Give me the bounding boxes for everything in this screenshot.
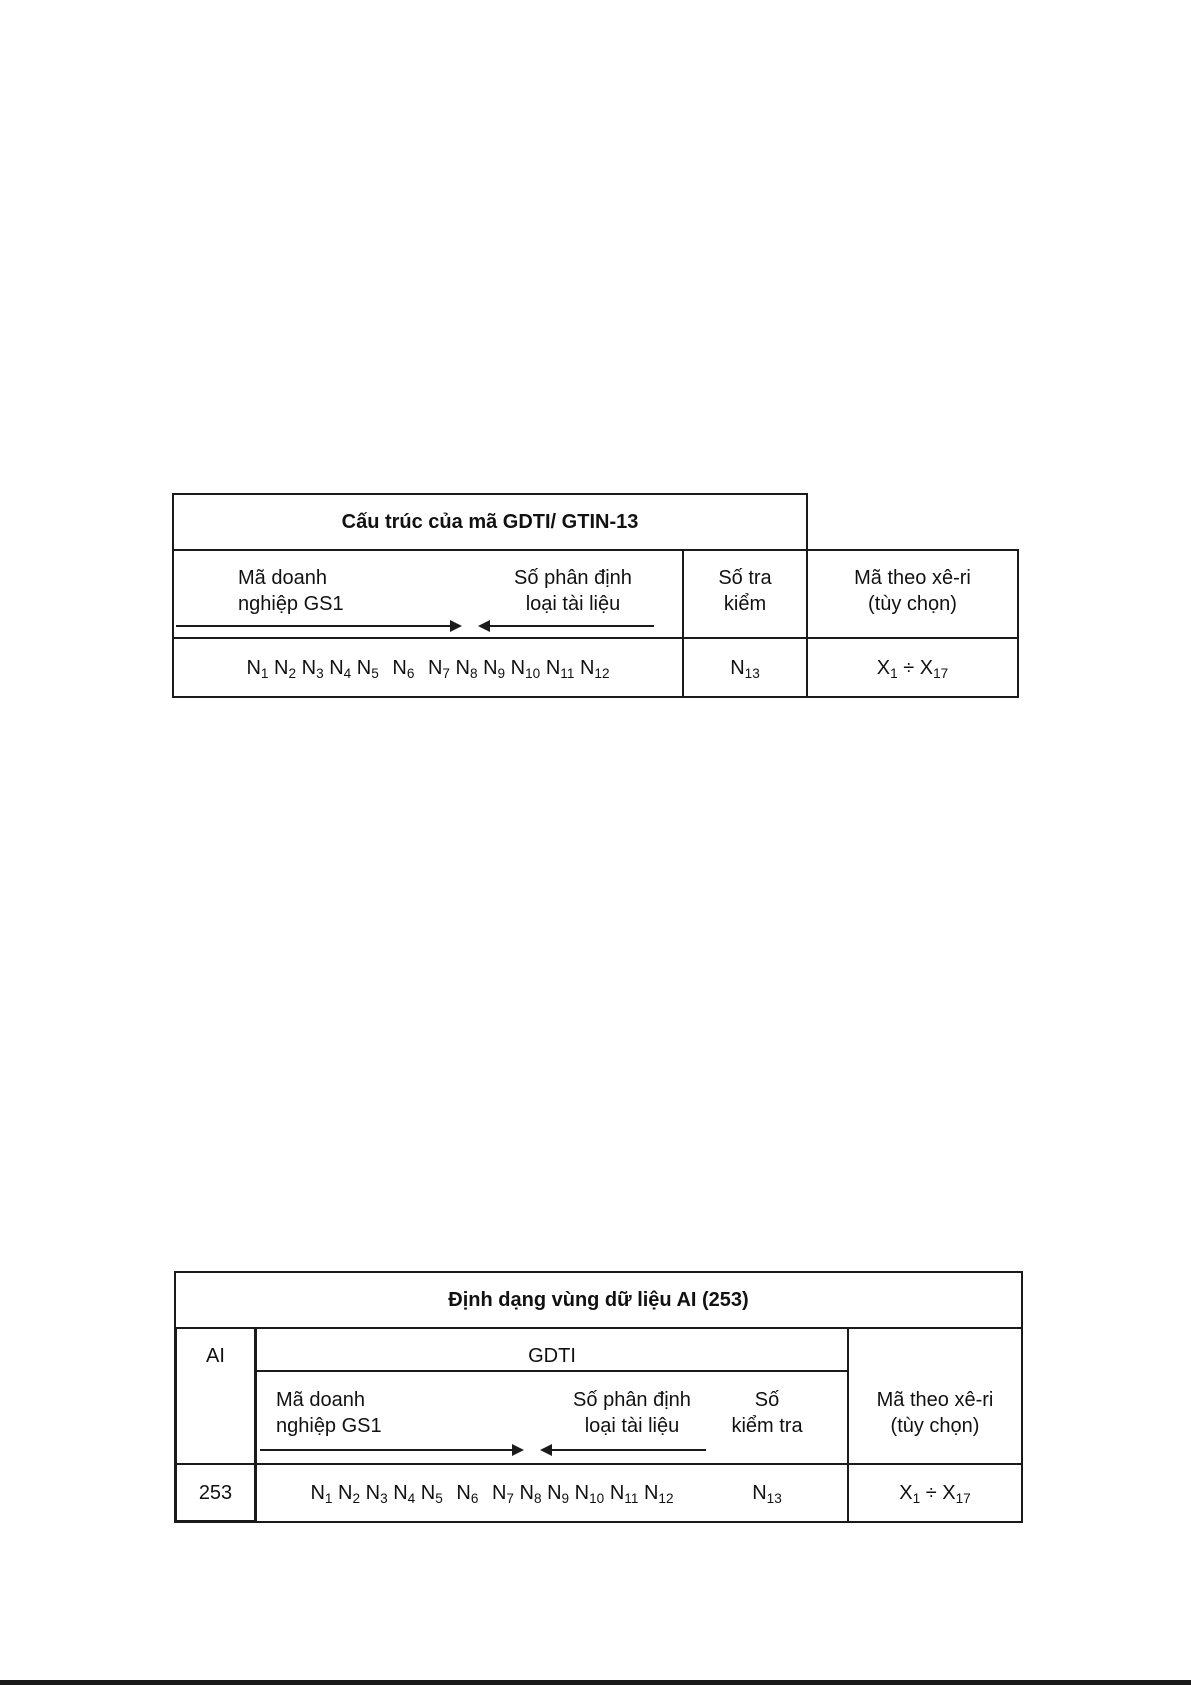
table2-digit: $N_6$ bbox=[456, 1482, 479, 1507]
table1-check-digit-line1: Số tra bbox=[718, 567, 772, 589]
table1-digit: $N_7$ bbox=[427, 657, 450, 682]
table1-digit-sequence bbox=[174, 656, 682, 682]
table1-serial-from: $X_1$ bbox=[876, 657, 898, 682]
table1-doc-type-line2: loại tài liệu bbox=[525, 593, 621, 615]
table2-arrow-left-icon bbox=[540, 1444, 706, 1456]
table2-digit: $N_4$ bbox=[393, 1482, 416, 1507]
table1-digit: $N_3$ bbox=[301, 657, 324, 682]
table2-check-value bbox=[712, 1481, 822, 1507]
table1-digit: $N_1$ bbox=[246, 657, 269, 682]
table1-serial-line2: (tùy chọn) bbox=[868, 593, 957, 615]
table1-serial-to: $X_{17}$ bbox=[919, 657, 949, 682]
table1-digit: $N_6$ bbox=[392, 657, 415, 682]
table2-digit: $N_1$ bbox=[310, 1482, 333, 1507]
table1-digit: $N_{11}$ bbox=[545, 657, 575, 682]
table2-title: Định dạng vùng dữ liệu AI (253) bbox=[448, 1289, 749, 1311]
table2-ai-value: 253 bbox=[198, 1482, 233, 1504]
table2-digit: $N_5$ bbox=[420, 1482, 443, 1507]
table2-digit-sequence bbox=[257, 1481, 727, 1507]
table2-serial-range-operator: ÷ bbox=[920, 1482, 943, 1504]
table1-digit: $N_5$ bbox=[356, 657, 379, 682]
table2-digit: $N_{10}$ bbox=[574, 1482, 605, 1507]
table2-arrow-right-icon bbox=[260, 1444, 524, 1456]
table2-digit: $N_{11}$ bbox=[609, 1482, 639, 1507]
table2-check-symbol: $N_{13}$ bbox=[752, 1482, 782, 1507]
table2-doc-type-line1: Số phân định bbox=[573, 1389, 691, 1411]
table2-ai-header: AI bbox=[206, 1345, 225, 1367]
table2-serial-from: $X_1$ bbox=[899, 1482, 921, 1507]
table1-serial-range-operator: ÷ bbox=[897, 657, 920, 679]
table1-digit: $N_{12}$ bbox=[579, 657, 610, 682]
table1-company-prefix-line2: nghiệp GS1 bbox=[238, 593, 344, 615]
table1-check-digit-line2: kiểm bbox=[723, 593, 767, 615]
table1-digit: $N_8$ bbox=[455, 657, 478, 682]
table1-arrow-left-icon bbox=[478, 620, 654, 632]
table2-serial-line2: (tùy chọn) bbox=[890, 1415, 980, 1437]
table2-check-digit-line1: Số bbox=[754, 1389, 780, 1411]
table2-digit: $N_7$ bbox=[491, 1482, 514, 1507]
table1-check-value bbox=[684, 656, 806, 682]
table1-check-symbol: $N_{13}$ bbox=[730, 657, 760, 682]
table1-serial-line1: Mã theo xê-ri bbox=[854, 567, 971, 589]
table2-digit: $N_{12}$ bbox=[643, 1482, 674, 1507]
table1-arrow-right-icon bbox=[176, 620, 462, 632]
table2-company-prefix-line1: Mã doanh bbox=[276, 1389, 365, 1411]
table1-title: Cấu trúc của mã GDTI/ GTIN-13 bbox=[341, 511, 639, 533]
table2-digit: $N_3$ bbox=[365, 1482, 388, 1507]
table1-digit: $N_9$ bbox=[483, 657, 506, 682]
table2-digit: $N_8$ bbox=[519, 1482, 542, 1507]
page-bottom-edge bbox=[0, 1680, 1191, 1685]
table2-check-digit-line2: kiểm tra bbox=[731, 1415, 803, 1437]
table2-doc-type-line2: loại tài liệu bbox=[584, 1415, 680, 1437]
table1-serial-value bbox=[808, 656, 1017, 682]
table2-serial-value bbox=[849, 1481, 1021, 1507]
table2-serial-line1: Mã theo xê-ri bbox=[876, 1389, 994, 1411]
table1-digit: $N_{10}$ bbox=[510, 657, 541, 682]
table1-digit: $N_4$ bbox=[329, 657, 352, 682]
table1-doc-type-line1: Số phân định bbox=[514, 567, 632, 589]
table2-digit: $N_2$ bbox=[338, 1482, 361, 1507]
table1-digit: $N_2$ bbox=[274, 657, 297, 682]
table2-gdti-header: GDTI bbox=[528, 1345, 576, 1367]
table1-company-prefix-line1: Mã doanh bbox=[238, 567, 327, 589]
table2-serial-to: $X_{17}$ bbox=[942, 1482, 971, 1507]
table2-company-prefix-line2: nghiệp GS1 bbox=[276, 1415, 382, 1437]
table2-digit: $N_9$ bbox=[547, 1482, 570, 1507]
